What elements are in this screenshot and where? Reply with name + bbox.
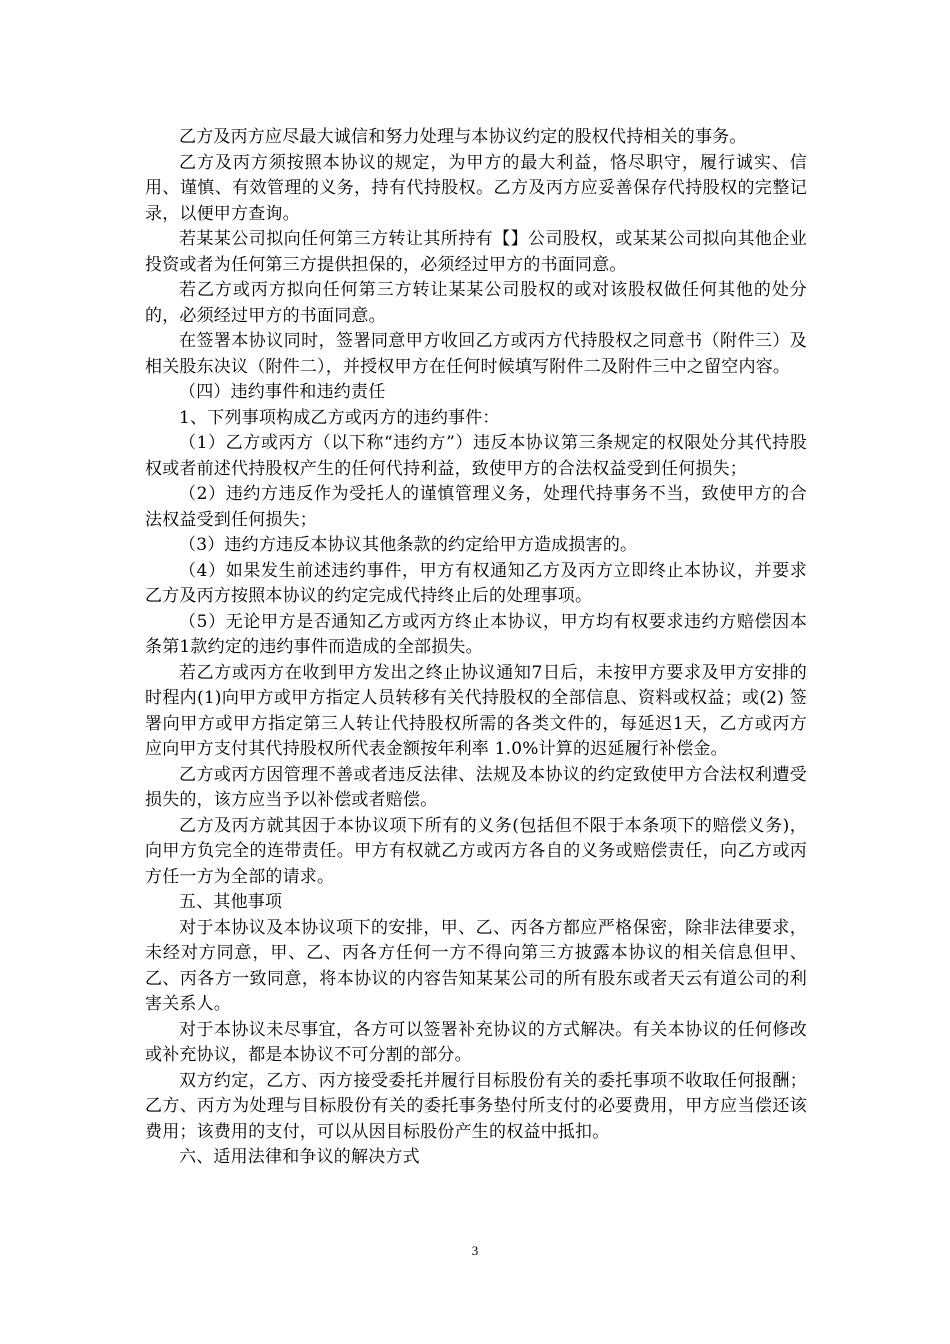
paragraph-4: 若乙方或丙方拟向任何第三方转让某某公司股权的或对该股权做任何其他的处分的，必须经过甲方的书面同意。 — [145, 280, 807, 326]
paragraph-joint-liability: 乙方及丙方就其因于本协议项下所有的义务(包括但不限于本条项下的赔偿义务)，向甲方负完全的连带责任。甲方有权就乙方或丙方各自的义务或赔偿责任，向乙方或丙方任一方为全部的请求。 — [145, 815, 807, 887]
list-item-4: （4）如果发生前述违约事件，甲方有权通知乙方及丙方立即终止本协议，并要求乙方及丙方按照本协议的约定完成代持终止后的处理事项。 — [145, 560, 807, 606]
page-number: 3 — [471, 1243, 479, 1258]
list-item-5: （5）无论甲方是否通知乙方或丙方终止本协议，甲方均有权要求违约方赔偿因本条第1款约定的违约事件而造成的全部损失。 — [145, 611, 807, 657]
section-heading-other: 五、其他事项 — [179, 892, 283, 912]
paragraph-mismanagement: 乙方或丙方因管理不善或者违反法律、法规及本协议的约定致使甲方合法权利遭受损失的，该方应当予以补偿或者赔偿。 — [145, 764, 807, 810]
paragraph-supplement: 对于本协议未尽事宜，各方可以签署补充协议的方式解决。有关本协议的任何修改或补充协议，都是本协议不可分割的部分。 — [145, 1019, 807, 1065]
paragraph-breach-intro: 1、下列事项构成乙方或丙方的违约事件： — [179, 407, 500, 428]
section-heading-law: 六、适用法律和争议的解决方式 — [179, 1147, 420, 1167]
paragraph-5: 在签署本协议同时，签署同意甲方收回乙方或丙方代持股权之同意书（附件三）及相关股东决议（附件二），并授权甲方在任何时候填写附件二及附件三中之留空内容。 — [145, 331, 807, 377]
paragraph-2: 乙方及丙方须按照本协议的规定，为甲方的最大利益，恪尽职守，履行诚实、信用、谨慎、有效管理的义务，持有代持股权。乙方及丙方应妥善保存代持股权的完整记录，以便甲方查询。 — [145, 152, 807, 224]
paragraph-confidentiality: 对于本协议及本协议项下的安排，甲、乙、丙各方都应严格保密，除非法律要求，未经对方同意，甲、乙、丙各方任何一方不得向第三方披露本协议的相关信息但甲、乙、丙各方一致同意，将本协议的内容告知某某公司的所有股东或者天云有道公司的利害关系人。 — [145, 917, 807, 1014]
paragraph-fees: 双方约定，乙方、丙方接受委托并履行目标股份有关的委托事项不收取任何报酬；乙方、丙方为处理与目标股份有关的委托事务垫付所支付的必要费用，甲方应当偿还该费用；该费用的支付，可以从因目标股份产生的权益中抵扣。 — [145, 1070, 807, 1142]
section-heading-breach: （四）违约事件和违约责任 — [179, 382, 386, 402]
paragraph-3: 若某某公司拟向任何第三方转让其所持有【】公司股权，或某某公司拟向其他企业投资或者为任何第三方提供担保的，必须经过甲方的书面同意。 — [145, 229, 807, 275]
list-item-3: （3）违约方违反本协议其他条款的约定给甲方造成损害的。 — [179, 535, 638, 555]
paragraph-1: 乙方及丙方应尽最大诚信和努力处理与本协议约定的股权代持相关的事务。 — [179, 127, 747, 147]
paragraph-late-compensation: 若乙方或丙方在收到甲方发出之终止协议通知7日后，未按甲方要求及甲方安排的时程内(1)向甲方或甲方指定人员转移有关代持股权的全部信息、资料或权益；或(2) 签署向甲方或甲方指定第三人转让代持股权所需的各类文件的，每延迟1天，乙方或丙方应向甲方支付其代持股权所代表金额按年利率 1.0%计算的迟延履行补偿金。 — [145, 662, 807, 759]
list-item-1: （1）乙方或丙方（以下称“违约方”）违反本协议第三条规定的权限处分其代持股权或者前述代持股权产生的任何代持利益，致使甲方的合法权益受到任何损失； — [145, 433, 807, 479]
document-body — [145, 125, 807, 1171]
list-item-2: （2）违约方违反作为受托人的谨慎管理义务，处理代持事务不当，致使甲方的合法权益受到任何损失； — [145, 484, 807, 530]
